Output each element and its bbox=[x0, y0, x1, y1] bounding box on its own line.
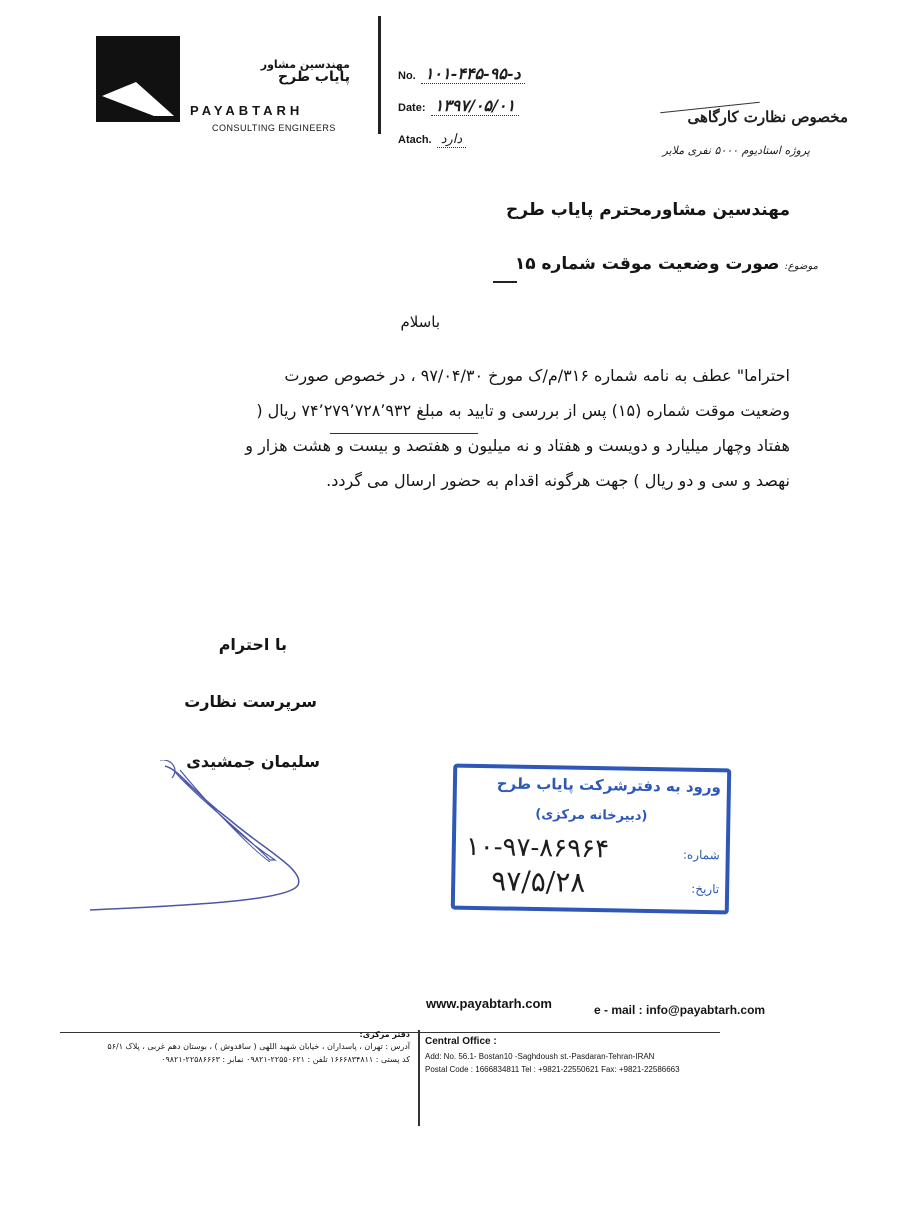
footer-office-en bbox=[425, 1036, 725, 1074]
stamp-date-label: تاریخ: bbox=[691, 881, 720, 897]
subject-line bbox=[440, 254, 818, 274]
stamp-title: ورود به دفترشرکت پایاب طرح bbox=[496, 774, 722, 797]
body-line-3: هفتاد وچهار میلیارد و دویست و هفتاد و نه میلیون و هفتصد و بیست و هشت هزار و bbox=[245, 436, 790, 455]
letter-number-row bbox=[398, 64, 548, 83]
stamp-number-value: ۱۰-۹۷-۸۶۹۶۴ bbox=[465, 831, 610, 865]
receipt-stamp bbox=[451, 764, 732, 915]
subject-text: صورت وضعیت موقت شماره ۱۵ bbox=[514, 254, 780, 274]
subject-number-underline bbox=[493, 281, 517, 283]
greeting: باسلام bbox=[400, 313, 440, 331]
letter-number-label: No. bbox=[398, 70, 416, 82]
footer-office-fa-title: دفتر مرکزی: bbox=[359, 1030, 410, 1039]
letter-date-label: Date: bbox=[398, 102, 426, 114]
footer-contact-en: Postal Code : 1666834811 Tel : +9821-22550621 Fax: +9821-22586663 bbox=[425, 1065, 680, 1074]
classification-note: مخصوص نظارت کارگاهی bbox=[687, 108, 848, 126]
signer-title: سرپرست نظارت bbox=[184, 692, 317, 711]
stamp-date-value: ۹۷/۵/۲۸ bbox=[490, 864, 586, 899]
letter-body bbox=[110, 358, 790, 498]
logo-icon bbox=[96, 36, 180, 122]
stamp-subtitle: (دبیرخانه مرکزی) bbox=[535, 807, 648, 824]
amount-underline bbox=[330, 433, 478, 434]
footer-website: www.payabtarh.com bbox=[426, 996, 552, 1011]
letter-attach-label: Atach. bbox=[398, 134, 432, 146]
body-line-1: احتراما" عطف به نامه شماره ۳۱۶/م/ک مورخ ۹۷/۰۴/۳۰ ، در خصوص صورت bbox=[284, 366, 790, 385]
letterhead-divider bbox=[378, 16, 381, 134]
project-note: پروژه استادیوم ۵۰۰۰ نفری ملایر bbox=[662, 144, 810, 157]
company-name-fa-line1: مهندسین مشاور bbox=[260, 58, 350, 71]
company-logo-mark bbox=[96, 36, 180, 122]
footer-address-en: Add: No. 56.1- Bostan10 -Saghdoush st.-Pasdaran-Tehran-IRAN bbox=[425, 1052, 655, 1061]
footer-office-fa bbox=[60, 1030, 410, 1064]
footer-vertical-divider bbox=[418, 1030, 420, 1126]
footer-email: e - mail : info@payabtarh.com bbox=[594, 1003, 766, 1017]
letter-attach-row bbox=[398, 128, 538, 147]
addressee: مهندسین مشاورمحترم پایاب طرح bbox=[506, 200, 790, 220]
company-tagline-en: CONSULTING ENGINEERS bbox=[212, 123, 336, 133]
company-name-fa bbox=[190, 58, 350, 85]
letter-attach-value: دارد bbox=[437, 132, 466, 148]
footer-contact-fa: کد پستی : ۱۶۶۶۸۳۴۸۱۱ تلفن : ۲۲۵۵۰۶۲۱-۰۹۸۲۱ نمابر : ۲۲۵۸۶۶۶۳-۰۹۸۲۱ bbox=[161, 1055, 410, 1064]
body-line-4: نهصد و سی و دو ریال ) جهت هرگونه اقدام به حضور ارسال می گردد. bbox=[326, 471, 790, 490]
signer-name: سلیمان جمشیدی bbox=[186, 752, 320, 771]
letter-date-value: ۱۳۹۷/۰۵/۰۱ bbox=[431, 96, 519, 116]
body-line-2: وضعیت موقت شماره (۱۵) پس از بررسی و تایید به مبلغ ۷۴٬۲۷۹٬۷۲۸٬۹۳۲ ریال ( bbox=[256, 401, 790, 420]
letter-date-row bbox=[398, 96, 548, 115]
company-name-en: PAYABTARH bbox=[190, 103, 304, 118]
letter-number-value: ۱۰۱-د-۹۵-۴۴۵ bbox=[421, 64, 525, 84]
handwritten-signature bbox=[80, 760, 320, 920]
subject-label: موضوع: bbox=[784, 261, 818, 272]
footer-office-en-title: Central Office : bbox=[425, 1036, 497, 1047]
footer-address-fa: آدرس : تهران ، پاسداران ، خیابان شهید اللهی ( ساقدوش ) ، بوستان دهم غربی ، پلاک ۵۶/۱ bbox=[107, 1042, 410, 1051]
closing: با احترام bbox=[218, 635, 287, 654]
company-name-fa-line2: پایاب طرح bbox=[278, 69, 350, 85]
stamp-number-label: شماره: bbox=[682, 847, 720, 863]
